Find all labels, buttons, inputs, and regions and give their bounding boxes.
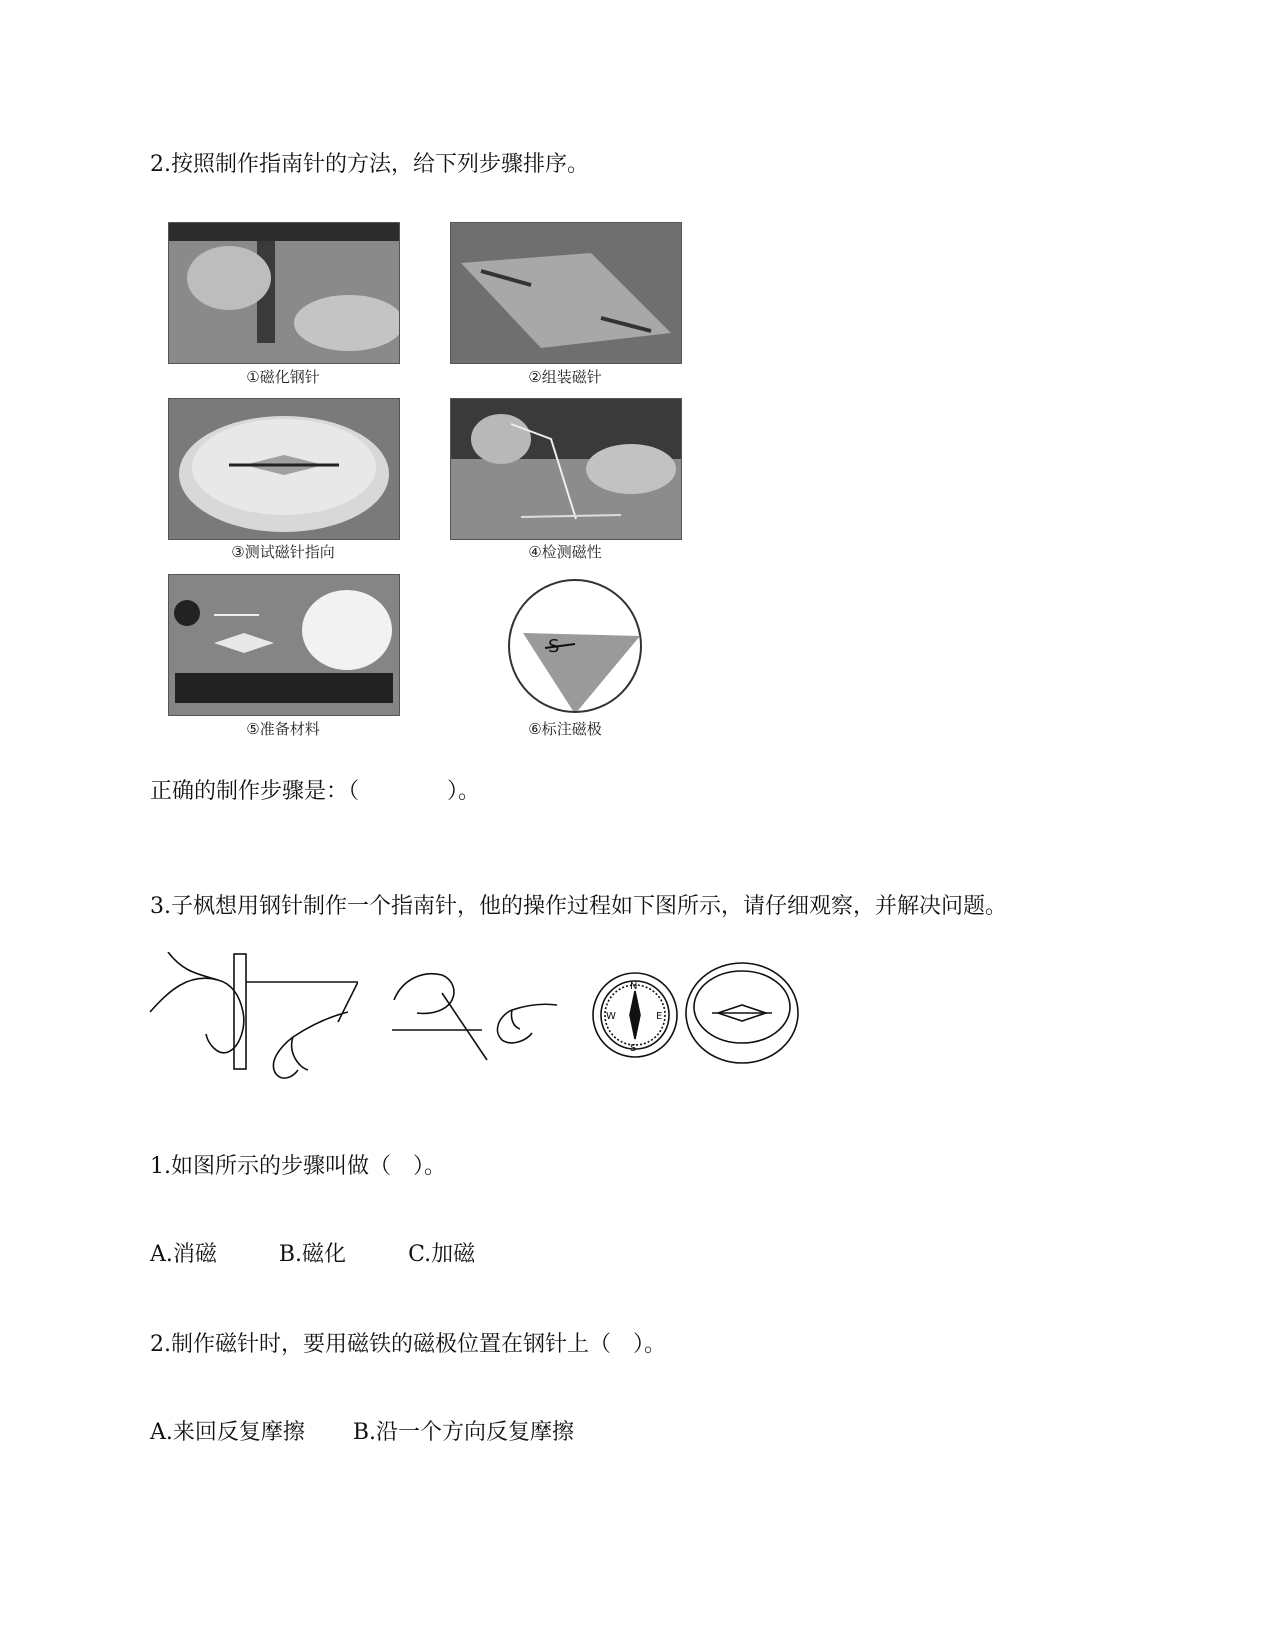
- photo-test-needle-direction: [168, 398, 400, 540]
- sub-question-2-options: [150, 1418, 574, 1448]
- compass-and-dish-drawing: [592, 955, 802, 1080]
- caption-3: ③测试磁针指向: [231, 543, 335, 561]
- option-b[interactable]: B.沿一个方向反复摩擦: [352, 1420, 575, 1445]
- answer-prompt: 正确的制作步骤是：（ ）。: [150, 779, 481, 804]
- sub-question-1-options: [150, 1240, 475, 1270]
- question-3-prompt: 3.子枫想用钢针制作一个指南针，他的操作过程如下图所示，请仔细观察，并解决问题。: [150, 894, 1007, 919]
- caption-5: ⑤准备材料: [246, 720, 320, 738]
- compass-w: W: [606, 1011, 616, 1022]
- option-a[interactable]: A.来回反复摩擦: [150, 1420, 305, 1445]
- option-a[interactable]: A.消磁: [150, 1242, 217, 1267]
- option-b[interactable]: B.磁化: [278, 1242, 347, 1267]
- option-c[interactable]: C.加磁: [408, 1242, 476, 1267]
- photo-prepare-materials: [168, 574, 400, 716]
- compass-n: N: [630, 981, 638, 992]
- caption-1: ①磁化钢针: [246, 368, 320, 386]
- question-2-prompt: 2.按照制作指南针的方法，给下列步骤排序。: [150, 152, 589, 177]
- compass-e: E: [656, 1011, 663, 1022]
- compass-s: S: [630, 1043, 637, 1054]
- sub-question-1-prompt: 1.如图所示的步骤叫做（ ）。: [150, 1154, 446, 1179]
- caption-6: ⑥标注磁极: [528, 720, 602, 738]
- photo-label-magnetic-pole: [505, 578, 645, 714]
- hands-needle-pins-drawing: [392, 955, 562, 1090]
- hands-rubbing-magnet-drawing: [148, 952, 358, 1087]
- photo-assemble-needle: [450, 222, 682, 364]
- caption-2: ②组装磁针: [528, 368, 602, 386]
- sub-question-2-prompt: 2.制作磁针时，要用磁铁的磁极位置在钢针上（ ）。: [150, 1332, 666, 1357]
- photo-magnetize-needle: [168, 222, 400, 364]
- caption-4: ④检测磁性: [528, 543, 602, 561]
- photo-check-magnetism: [450, 398, 682, 540]
